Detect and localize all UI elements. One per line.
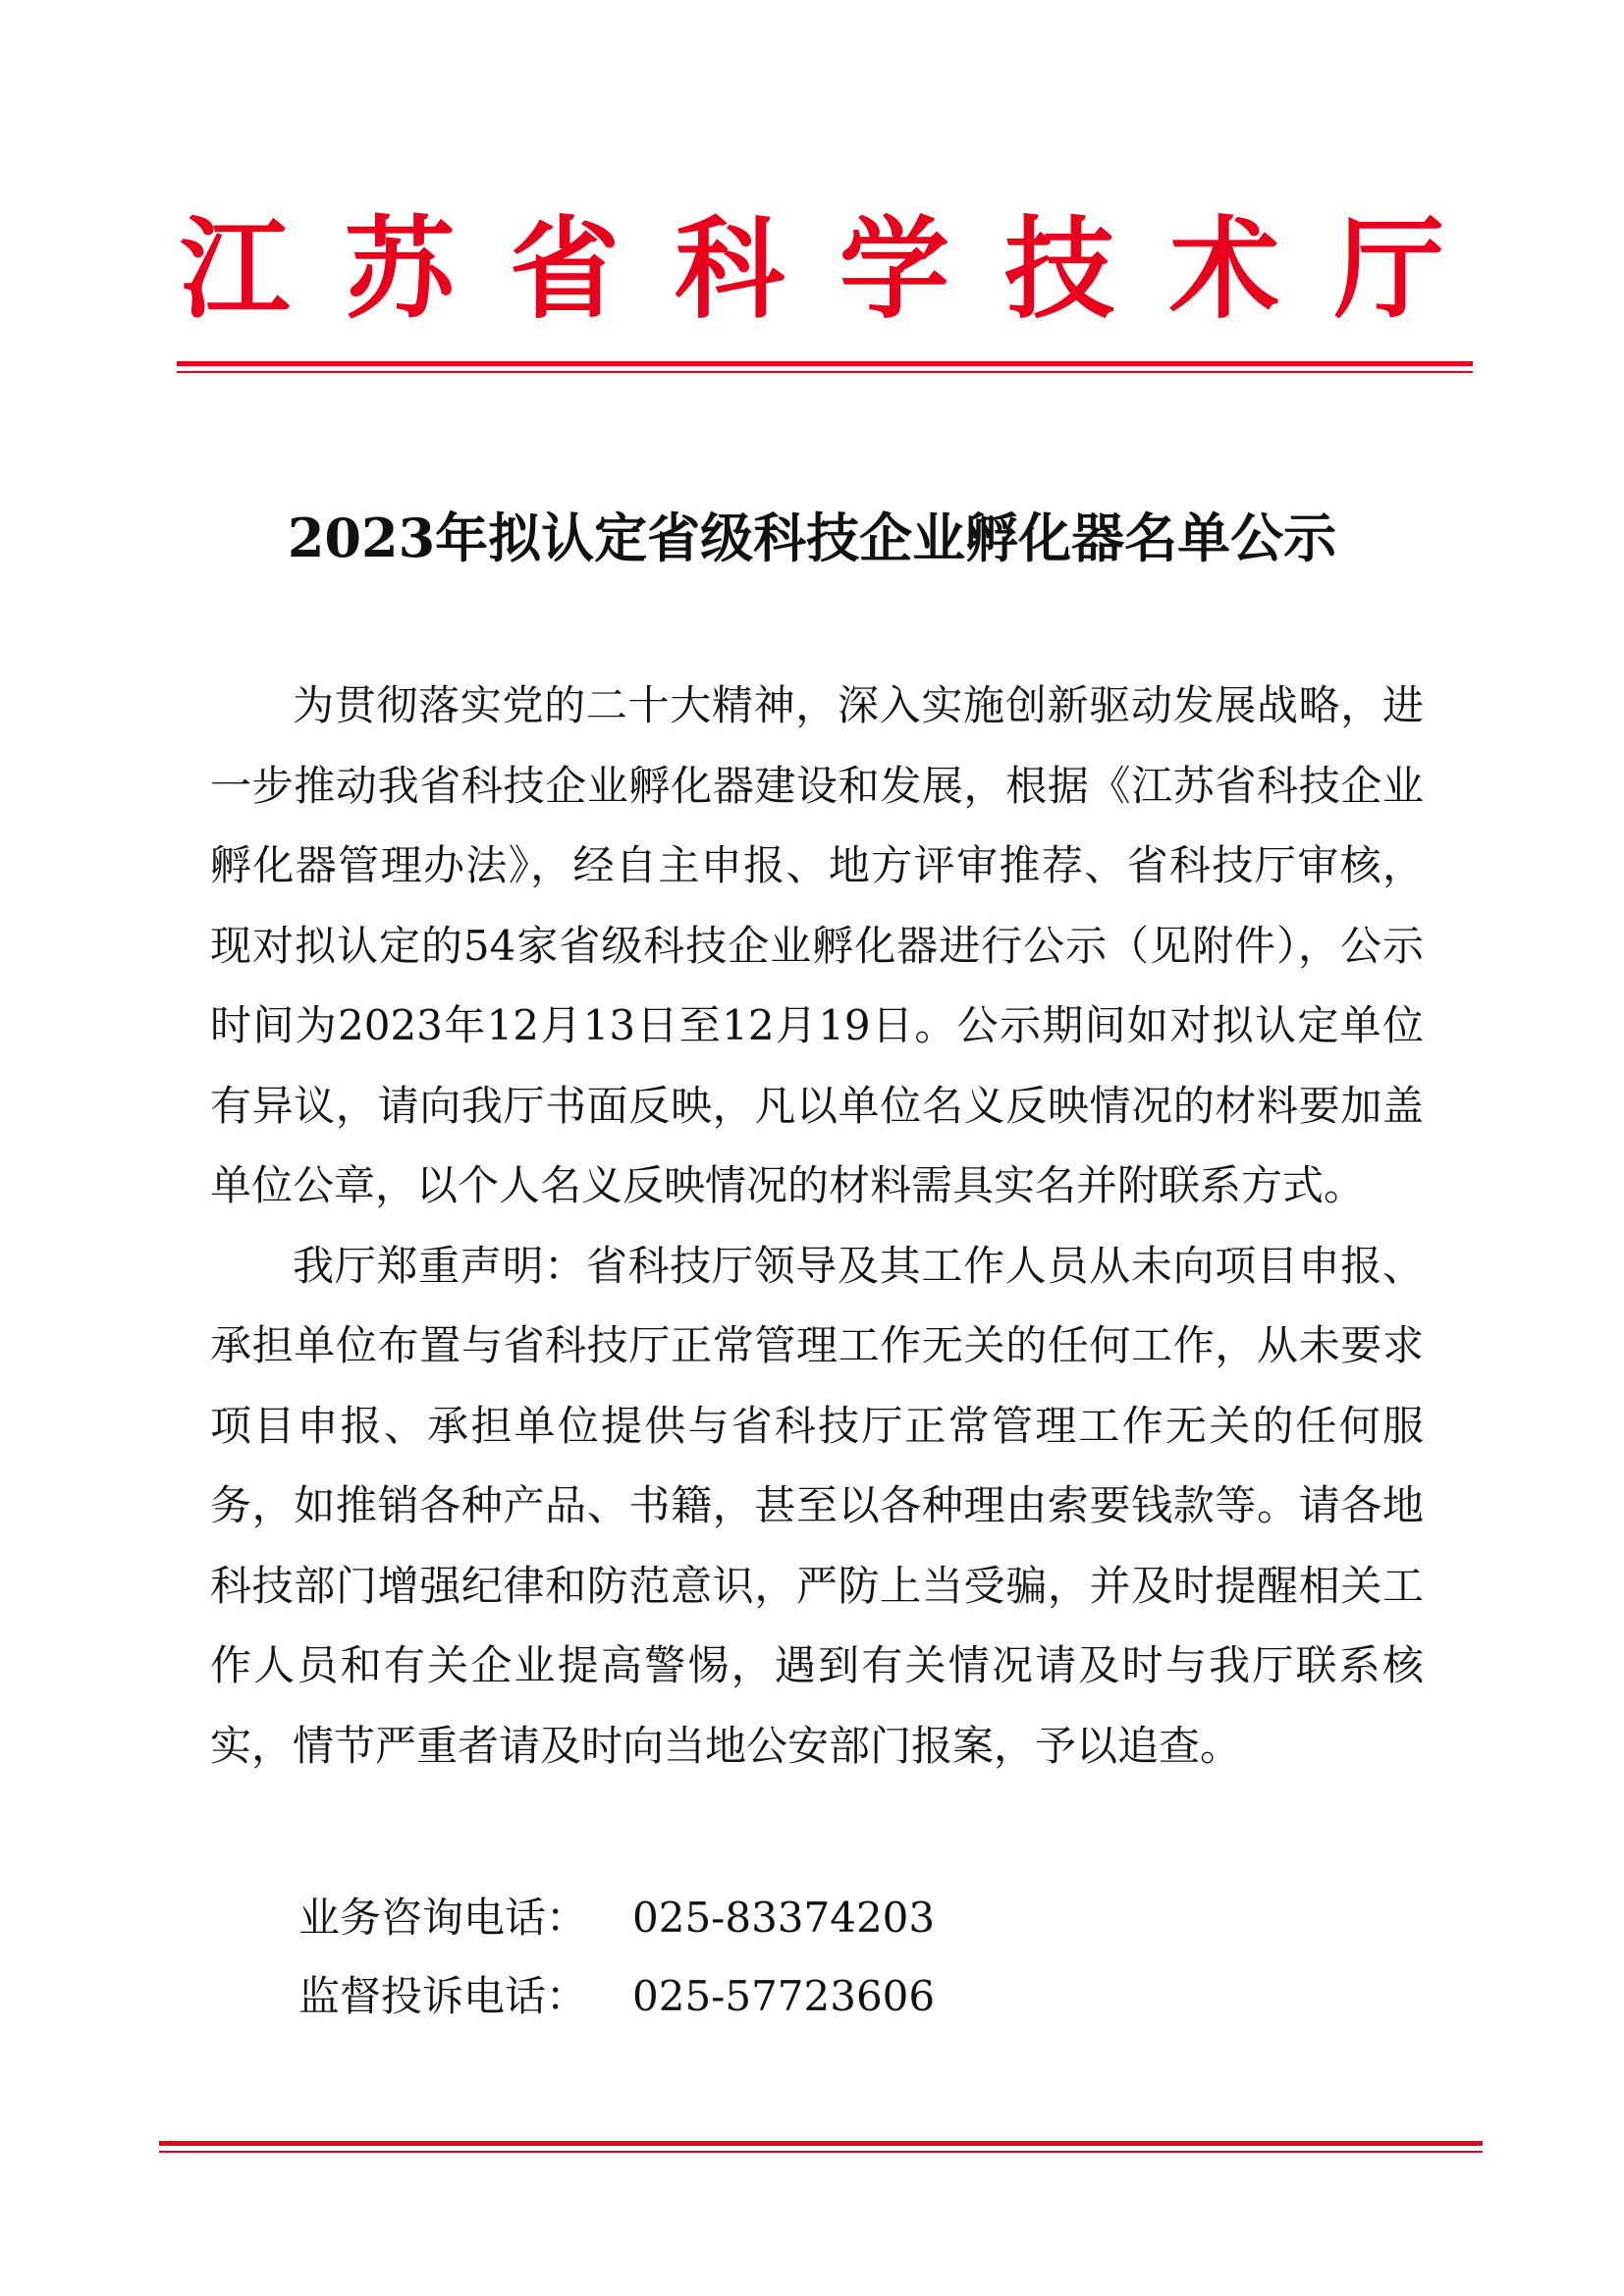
document-body	[210, 666, 1424, 1786]
header-divider-thick	[177, 361, 1473, 366]
header-divider-thin	[177, 371, 1473, 373]
contact-line-complaint	[298, 1967, 935, 2026]
issuing-authority-heading: 江苏省科学技术厅	[180, 206, 1499, 334]
contact-label: 监督投诉电话：	[298, 1972, 588, 2020]
contact-phone: 025-57723606	[632, 1972, 936, 2020]
body-paragraph-announcement: 为贯彻落实党的二十大精神，深入实施创新驱动发展战略，进一步推动我省科技企业孵化器建设和发展，根据《江苏省科技企业孵化器管理办法》，经自主申报、地方评审推荐、省科技厅审核，现对拟认定的54家省级科技企业孵化器进行公示（见附件），公示时间为2023年12月13日至12月19日。公示期间如对拟认定单位有异议，请向我厅书面反映，凡以单位名义反映情况的材料要加盖单位公章，以个人名义反映情况的材料需具实名并附联系方式。	[210, 681, 1424, 1209]
body-paragraph-declaration: 我厅郑重声明：省科技厅领导及其工作人员从未向项目申报、承担单位布置与省科技厅正常管理工作无关的任何工作，从未要求项目申报、承担单位提供与省科技厅正常管理工作无关的任何服务，如推销各种产品、书籍，甚至以各种理由索要钱款等。请各地科技部门增强纪律和防范意识，严防上当受骗，并及时提醒相关工作人员和有关企业提高警惕，遇到有关情况请及时与我厅联系核实，情节严重者请及时向当地公安部门报案，予以追查。	[210, 1241, 1424, 1770]
contact-label: 业务咨询电话：	[298, 1894, 588, 1942]
contact-line-consultation	[298, 1889, 935, 1948]
document-title: 2023年拟认定省级科技企业孵化器名单公示	[287, 507, 1337, 569]
footer-divider-thick	[159, 2141, 1483, 2146]
footer-divider-thin	[159, 2151, 1483, 2153]
contact-phone: 025-83374203	[632, 1894, 936, 1942]
